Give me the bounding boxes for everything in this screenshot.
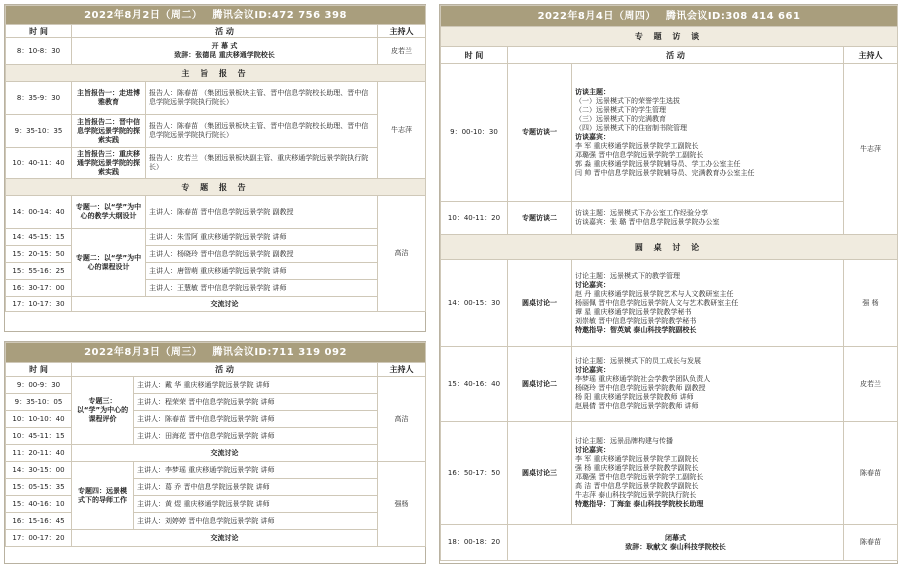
- keynote2-time: 9：35-10：35: [6, 115, 72, 148]
- roundtable3-line: 高 洁 晋中信息学院远景学院教学副院长: [575, 482, 699, 490]
- opening-time: 8：10-8：30: [6, 38, 72, 65]
- roundtable2-line: 讨论嘉宾：: [575, 366, 610, 374]
- keynote-host: 牛志萍: [378, 82, 426, 179]
- interview1-line: （二）远景模式下的学生管理: [575, 105, 666, 114]
- day2-banner: [6, 343, 426, 363]
- topic4-row-time: 16：15-16：45: [6, 513, 72, 530]
- roundtable3-details: [572, 422, 844, 525]
- closing-time: 18：00-18：20: [441, 525, 508, 561]
- discussion2-title: 交流讨论: [72, 530, 378, 547]
- topic2-row-speaker: 主讲人：朱雪阿 重庆移通学院远景学院 讲师: [146, 229, 378, 246]
- opening-host: 皮若兰: [378, 38, 426, 65]
- interview1-line: 邓璐强 晋中信息学院远景学院学工副院长: [575, 150, 704, 159]
- topic1-speaker: 主讲人：陈春苗 晋中信息学院远景学院 副教授: [146, 196, 378, 229]
- day2-date: 2022年8月3日（周三）: [84, 347, 203, 358]
- day3-date: 2022年8月4日（周四）: [537, 10, 656, 22]
- topic4-row-speaker: 主讲人：黄 煜 重庆移通学院远景学院 讲师: [134, 496, 378, 513]
- interview1-line: （一）远景模式下的荣誉学生选拔: [575, 96, 680, 105]
- col-activity: 活 动: [72, 25, 378, 38]
- roundtable3-line: 讨论嘉宾：: [575, 446, 610, 454]
- col-host: 主持人: [378, 25, 426, 38]
- keynote2-speaker: 报告人：陈春苗 （集团远景板块主管、晋中信息学院校长助理、晋中信息学院远景学院执行院长）: [146, 115, 378, 148]
- roundtable2-host: 皮若兰: [844, 347, 898, 422]
- roundtable1-details: [572, 260, 844, 347]
- topic2-row-time: 14：45-15：15: [6, 229, 72, 246]
- topic3-row-speaker: 主讲人：田海花 晋中信息学院远景学院 讲师: [134, 428, 378, 445]
- closing-speech: 致辞：耿献文 泰山科技学院校长: [625, 542, 726, 551]
- topic3-host: 高洁: [378, 377, 426, 462]
- closing-host: 陈春苗: [844, 525, 898, 561]
- interview2-line: 访谈嘉宾：张 璐 晋中信息学院远景学院办公室: [575, 218, 720, 226]
- roundtable1-line: 谭 星 重庆移通学院远景学院教学秘书: [575, 307, 692, 316]
- day3-meeting-id: 腾讯会议ID:308 414 661: [665, 10, 801, 22]
- col-time: 时 间: [6, 363, 72, 377]
- keynote1-time: 8：35-9：30: [6, 82, 72, 115]
- interview1-line: 访谈主题：: [575, 87, 610, 96]
- discussion-time: 17：10-17：30: [6, 297, 72, 312]
- schedule-day3: [439, 4, 898, 564]
- topic1-title: 专题一：以“学”为中心的教学大纲设计: [72, 196, 146, 229]
- roundtable2-title: 圆桌讨论二: [508, 347, 572, 422]
- interview1-line: 郭 淼 重庆移通学院远景学院辅导员、学工办公室主任: [575, 159, 741, 168]
- interview1-time: 9：00-10：30: [441, 64, 508, 202]
- opening-cell: [72, 38, 378, 65]
- roundtable2-details: [572, 347, 844, 422]
- topic3-row-speaker: 主讲人：戴 华 重庆移通学院远景学院 讲师: [134, 377, 378, 394]
- topic2-row-time: 15：55-16：25: [6, 263, 72, 280]
- discussion1-title: 交流讨论: [72, 445, 378, 462]
- day1-banner: [6, 6, 426, 25]
- topic2-title: 专题二：以“学”为中心的课程设计: [72, 229, 146, 297]
- roundtable3-line: 讨论主题：远景品牌构建与传播: [575, 437, 673, 445]
- topic4-row-speaker: 主讲人：葛 乔 晋中信息学院远景学院 讲师: [134, 479, 378, 496]
- col-host: 主持人: [378, 363, 426, 377]
- interview1-line: （四）远景模式下的住宿制书院管理: [575, 123, 687, 132]
- topic2-row-time: 16：30-17：00: [6, 280, 72, 297]
- topic3-row-speaker: 主讲人：程荣荣 晋中信息学院远景学院 讲师: [134, 394, 378, 411]
- interview1-line: 闫 帅 晋中信息学院远景学院辅导员、完满教育办公室主任: [575, 168, 755, 177]
- topic3-row-time: 9：00-9：30: [6, 377, 72, 394]
- interview1-line: 李 军 重庆移通学院远景学院学工副院长: [575, 141, 699, 150]
- opening-title: 开 幕 式: [211, 42, 238, 50]
- topic2-row-speaker: 主讲人：唐智萌 重庆移通学院远景学院 讲师: [146, 263, 378, 280]
- col-host: 主持人: [844, 47, 898, 64]
- discussion2-time: 17：00-17：20: [6, 530, 72, 547]
- schedule-table-day2: [5, 342, 426, 547]
- interview2-line: 访谈主题：远景模式下办公室工作经验分享: [575, 209, 708, 217]
- topic4-host: 强杨: [378, 462, 426, 547]
- keynote1-title: 主旨报告一：走进博雅教育: [72, 82, 146, 115]
- discussion1-time: 11：20-11：40: [6, 445, 72, 462]
- topic2-row-time: 15：20-15：50: [6, 246, 72, 263]
- roundtable3-line: 李 军 重庆移通学院远景学院学工副院长: [575, 455, 699, 463]
- schedule-table-day1: [5, 5, 426, 312]
- topic4-row-time: 15：40-16：10: [6, 496, 72, 513]
- schedule-table-day3: [440, 5, 898, 561]
- roundtable2-line: 赵晨倩 晋中信息学院远景学院教师 讲师: [575, 402, 699, 410]
- topic4-row-speaker: 主讲人：李梦瑶 重庆移通学院远景学院 讲师: [134, 462, 378, 479]
- interview1-details: [572, 64, 844, 202]
- roundtable3-line: 强 杨 重庆移通学院远景学院教学副院长: [575, 464, 699, 472]
- topic3-row-time: 10：10-10：40: [6, 411, 72, 428]
- opening-speech: 致辞：张德昆 重庆移通学院校长: [174, 51, 275, 59]
- closing-title: 闭幕式: [665, 533, 686, 542]
- roundtable1-host: 强 杨: [844, 260, 898, 347]
- roundtable2-line: 讨论主题：远景模式下的员工成长与发展: [575, 357, 701, 365]
- section-interview: 专 题 访 谈: [441, 27, 898, 47]
- keynote3-title: 主旨报告三：重庆移通学院远景学院的探索实践: [72, 148, 146, 179]
- roundtable2-line: 杨 阳 重庆移通学院远景学院教师 讲师: [575, 393, 694, 401]
- closing-cell: [508, 525, 844, 561]
- schedule-day1: [4, 4, 426, 332]
- day3-banner: [441, 6, 898, 27]
- roundtable1-line: 特邀指导：智英斌 泰山科技学院副校长: [575, 325, 697, 334]
- section-roundtable: 圆 桌 讨 论: [441, 235, 898, 260]
- roundtable1-line: 赵 丹 重庆移通学院远景学院艺术与人文教研室主任: [575, 289, 734, 298]
- roundtable1-line: 讨论主题：远景模式下的教学管理: [575, 271, 680, 280]
- keynote2-title: 主旨报告二：晋中信息学院远景学院的探索实践: [72, 115, 146, 148]
- roundtable3-time: 16：50-17：50: [441, 422, 508, 525]
- day1-date: 2022年8月2日（周二）: [84, 9, 203, 21]
- roundtable1-time: 14：00-15：30: [441, 260, 508, 347]
- topic3-title: 专题三：以“学”为中心的课程评价: [72, 377, 134, 445]
- interview1-title: 专题访谈一: [508, 64, 572, 202]
- topic3-row-time: 9：35-10：05: [6, 394, 72, 411]
- schedule-day2: [4, 341, 426, 564]
- roundtable2-time: 15：40-16：40: [441, 347, 508, 422]
- roundtable3-line: 特邀指导：丁海奎 泰山科技学院校长助理: [575, 500, 704, 508]
- interview1-line: （三）远景模式下的完满教育: [575, 114, 666, 123]
- topic4-row-speaker: 主讲人：刘婷婷 晋中信息学院远景学院 讲师: [134, 513, 378, 530]
- keynote3-time: 10：40-11：40: [6, 148, 72, 179]
- section-keynote: 主 旨 报 告: [6, 65, 426, 82]
- topic-host: 高洁: [378, 196, 426, 312]
- col-time: 时 间: [441, 47, 508, 64]
- col-activity: 活 动: [72, 363, 378, 377]
- roundtable3-line: 牛志萍 泰山科技学院远景学院执行院长: [575, 491, 697, 499]
- interview1-line: 访谈嘉宾：: [575, 132, 610, 141]
- roundtable3-line: 邓璐强 晋中信息学院远景学院学工副院长: [575, 473, 704, 481]
- interview2-time: 10：40-11：20: [441, 202, 508, 235]
- roundtable2-line: 杨晓玲 晋中信息学院远景学院教师 副教授: [575, 384, 706, 392]
- topic3-row-speaker: 主讲人：陈春苗 晋中信息学院远景学院 讲师: [134, 411, 378, 428]
- discussion-title: 交流讨论: [72, 297, 378, 312]
- topic2-row-speaker: 主讲人：王慧敏 晋中信息学院远景学院 讲师: [146, 280, 378, 297]
- day1-meeting-id: 腾讯会议ID:472 756 398: [212, 9, 347, 21]
- topic4-row-time: 15：05-15：35: [6, 479, 72, 496]
- roundtable2-line: 李梦瑶 重庆移通学院社会学教学团队负责人: [575, 375, 711, 383]
- col-activity: 活 动: [508, 47, 844, 64]
- topic3-row-time: 10：45-11：15: [6, 428, 72, 445]
- day2-meeting-id: 腾讯会议ID:711 319 092: [212, 347, 347, 358]
- topic4-row-time: 14：30-15：00: [6, 462, 72, 479]
- col-time: 时 间: [6, 25, 72, 38]
- topic2-row-speaker: 主讲人：杨晓玲 晋中信息学院远景学院 副教授: [146, 246, 378, 263]
- roundtable1-line: 刘崇敏 晋中信息学院远景学院教学秘书: [575, 316, 697, 325]
- interview2-details: [572, 202, 844, 235]
- interview-host: 牛志萍: [844, 64, 898, 235]
- keynote1-speaker: 报告人：陈春苗 （集团远景板块主管、晋中信息学院校长助理、晋中信息学院远景学院执行院长）: [146, 82, 378, 115]
- topic1-time: 14：00-14：40: [6, 196, 72, 229]
- roundtable1-line: 杨丽佩 晋中信息学院远景学院人文与艺术教研室主任: [575, 298, 739, 307]
- interview2-title: 专题访谈二: [508, 202, 572, 235]
- roundtable3-title: 圆桌讨论三: [508, 422, 572, 525]
- keynote3-speaker: 报告人：皮若兰 （集团远景板块副主管、重庆移通学院远景学院执行院长）: [146, 148, 378, 179]
- roundtable3-host: 陈春苗: [844, 422, 898, 525]
- roundtable1-title: 圆桌讨论一: [508, 260, 572, 347]
- roundtable1-line: 讨论嘉宾：: [575, 280, 610, 289]
- topic4-title: 专题四：远景模式下的导师工作: [72, 462, 134, 530]
- section-topic: 专 题 报 告: [6, 179, 426, 196]
